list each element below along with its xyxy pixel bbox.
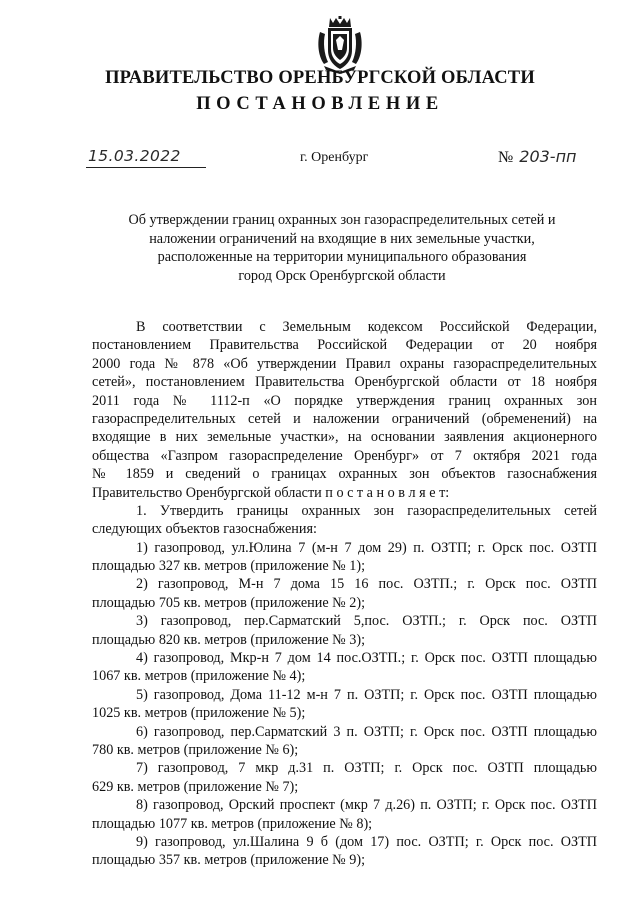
body-line: 7) газопровод, 7 мкр д.31 п. ОЗТП; г. Орск пос. ОЗТП площадью [136, 760, 597, 777]
body-line: В соответствии с Земельным кодексом Российской Федерации, [136, 319, 597, 335]
body-line: 780 кв. метров (приложение № 6); [92, 741, 299, 758]
body-line: 3) газопровод, пер.Сарматский 5,пос. ОЗТП.; г. Орск пос. ОЗТП [136, 613, 597, 630]
body-line: входящие в них земельные участки», на основании заявления акционерного [92, 429, 597, 446]
body-line: 629 кв. метров (приложение № 7); [92, 778, 299, 795]
document-body [92, 318, 597, 870]
body-line: общества «Газпром газораспределение Оренбург» от 7 октября 2021 года [92, 447, 597, 464]
body-line: 2011 года № 1112-п «О порядке утверждения границ охранных зон [92, 392, 597, 409]
document-type: ПОСТАНОВЛЕНИЕ [196, 94, 444, 114]
body-line: 5) газопровод, Дома 11-12 м-н 7 п. ОЗТП; г. Орск пос. ОЗТП площадью [136, 686, 597, 703]
body-line: 1025 кв. метров (приложение № 5); [92, 705, 306, 722]
body-line: 6) газопровод, пер.Сарматский 3 п. ОЗТП; г. Орск пос. ОЗТП площадью [136, 723, 597, 740]
body-line: постановлением Правительства Российской Федерации от 20 ноября [92, 337, 597, 354]
body-line: следующих объектов газоснабжения: [92, 521, 317, 538]
body-line: 1067 кв. метров (приложение № 4); [92, 668, 306, 685]
body-line: площадью 357 кв. метров (приложение № 9); [92, 852, 366, 869]
body-line: сетей», постановлением Правительства Оренбургской области от 18 ноября [92, 374, 597, 391]
document-city: г. Оренбург [300, 150, 369, 165]
body-line: площадью 327 кв. метров (приложение № 1); [92, 558, 366, 575]
document-title [92, 211, 592, 285]
body-line: Правительство Оренбургской области п о с т а н о в л я е т: [92, 484, 450, 501]
body-line: площадью 820 кв. метров (приложение № 3); [92, 631, 366, 648]
body-line: 2000 года № 878 «Об утверждении Правил охраны газораспределительных [92, 355, 597, 372]
body-line: 9) газопровод, ул.Шалина 9 б (дом 17) пос. ОЗТП; г. Орск пос. ОЗТП [136, 833, 597, 850]
body-line: 1. Утвердить границы охранных зон газораспределительных сетей [136, 502, 597, 519]
number-value: 203-пп [519, 147, 577, 166]
document-date-text: 15.03.2022 [88, 147, 181, 165]
title-line: наложении ограничений на входящие в них земельные участки, [149, 230, 535, 247]
organization-name: ПРАВИТЕЛЬСТВО ОРЕНБУРГСКОЙ ОБЛАСТИ [105, 68, 535, 88]
body-line: площадью 705 кв. метров (приложение № 2); [92, 594, 366, 611]
body-line: 1) газопровод, ул.Юлина 7 (м-н 7 дом 29) п. ОЗТП; г. Орск пос. ОЗТП [136, 539, 597, 556]
body-line: 2) газопровод, М-н 7 дома 15 16 пос. ОЗТП.; г. Орск пос. ОЗТП [136, 576, 597, 593]
title-line: город Орск Оренбургской области [238, 267, 446, 284]
title-line: Об утверждении границ охранных зон газораспределительных сетей и [128, 212, 556, 228]
body-line: 4) газопровод, Мкр-н 7 дом 14 пос.ОЗТП.; г. Орск пос. ОЗТП площадью [136, 650, 597, 667]
body-line: газораспределительных сетей и наложении ограничений (обременений) на [92, 410, 597, 427]
body-line: 8) газопровод, Орский проспект (мкр 7 д.26) п. ОЗТП; г. Орск пос. ОЗТП [136, 797, 597, 814]
number-prefix: № [498, 149, 514, 166]
body-line: площадью 1077 кв. метров (приложение № 8); [92, 815, 373, 832]
body-line: № 1859 и сведений о границах охранных зон объектов газоснабжения [92, 466, 597, 483]
title-line: расположенные на территории муниципального образования [157, 249, 527, 266]
coat-of-arms-icon [316, 16, 364, 74]
document-date [86, 147, 206, 168]
document-number [498, 147, 577, 167]
